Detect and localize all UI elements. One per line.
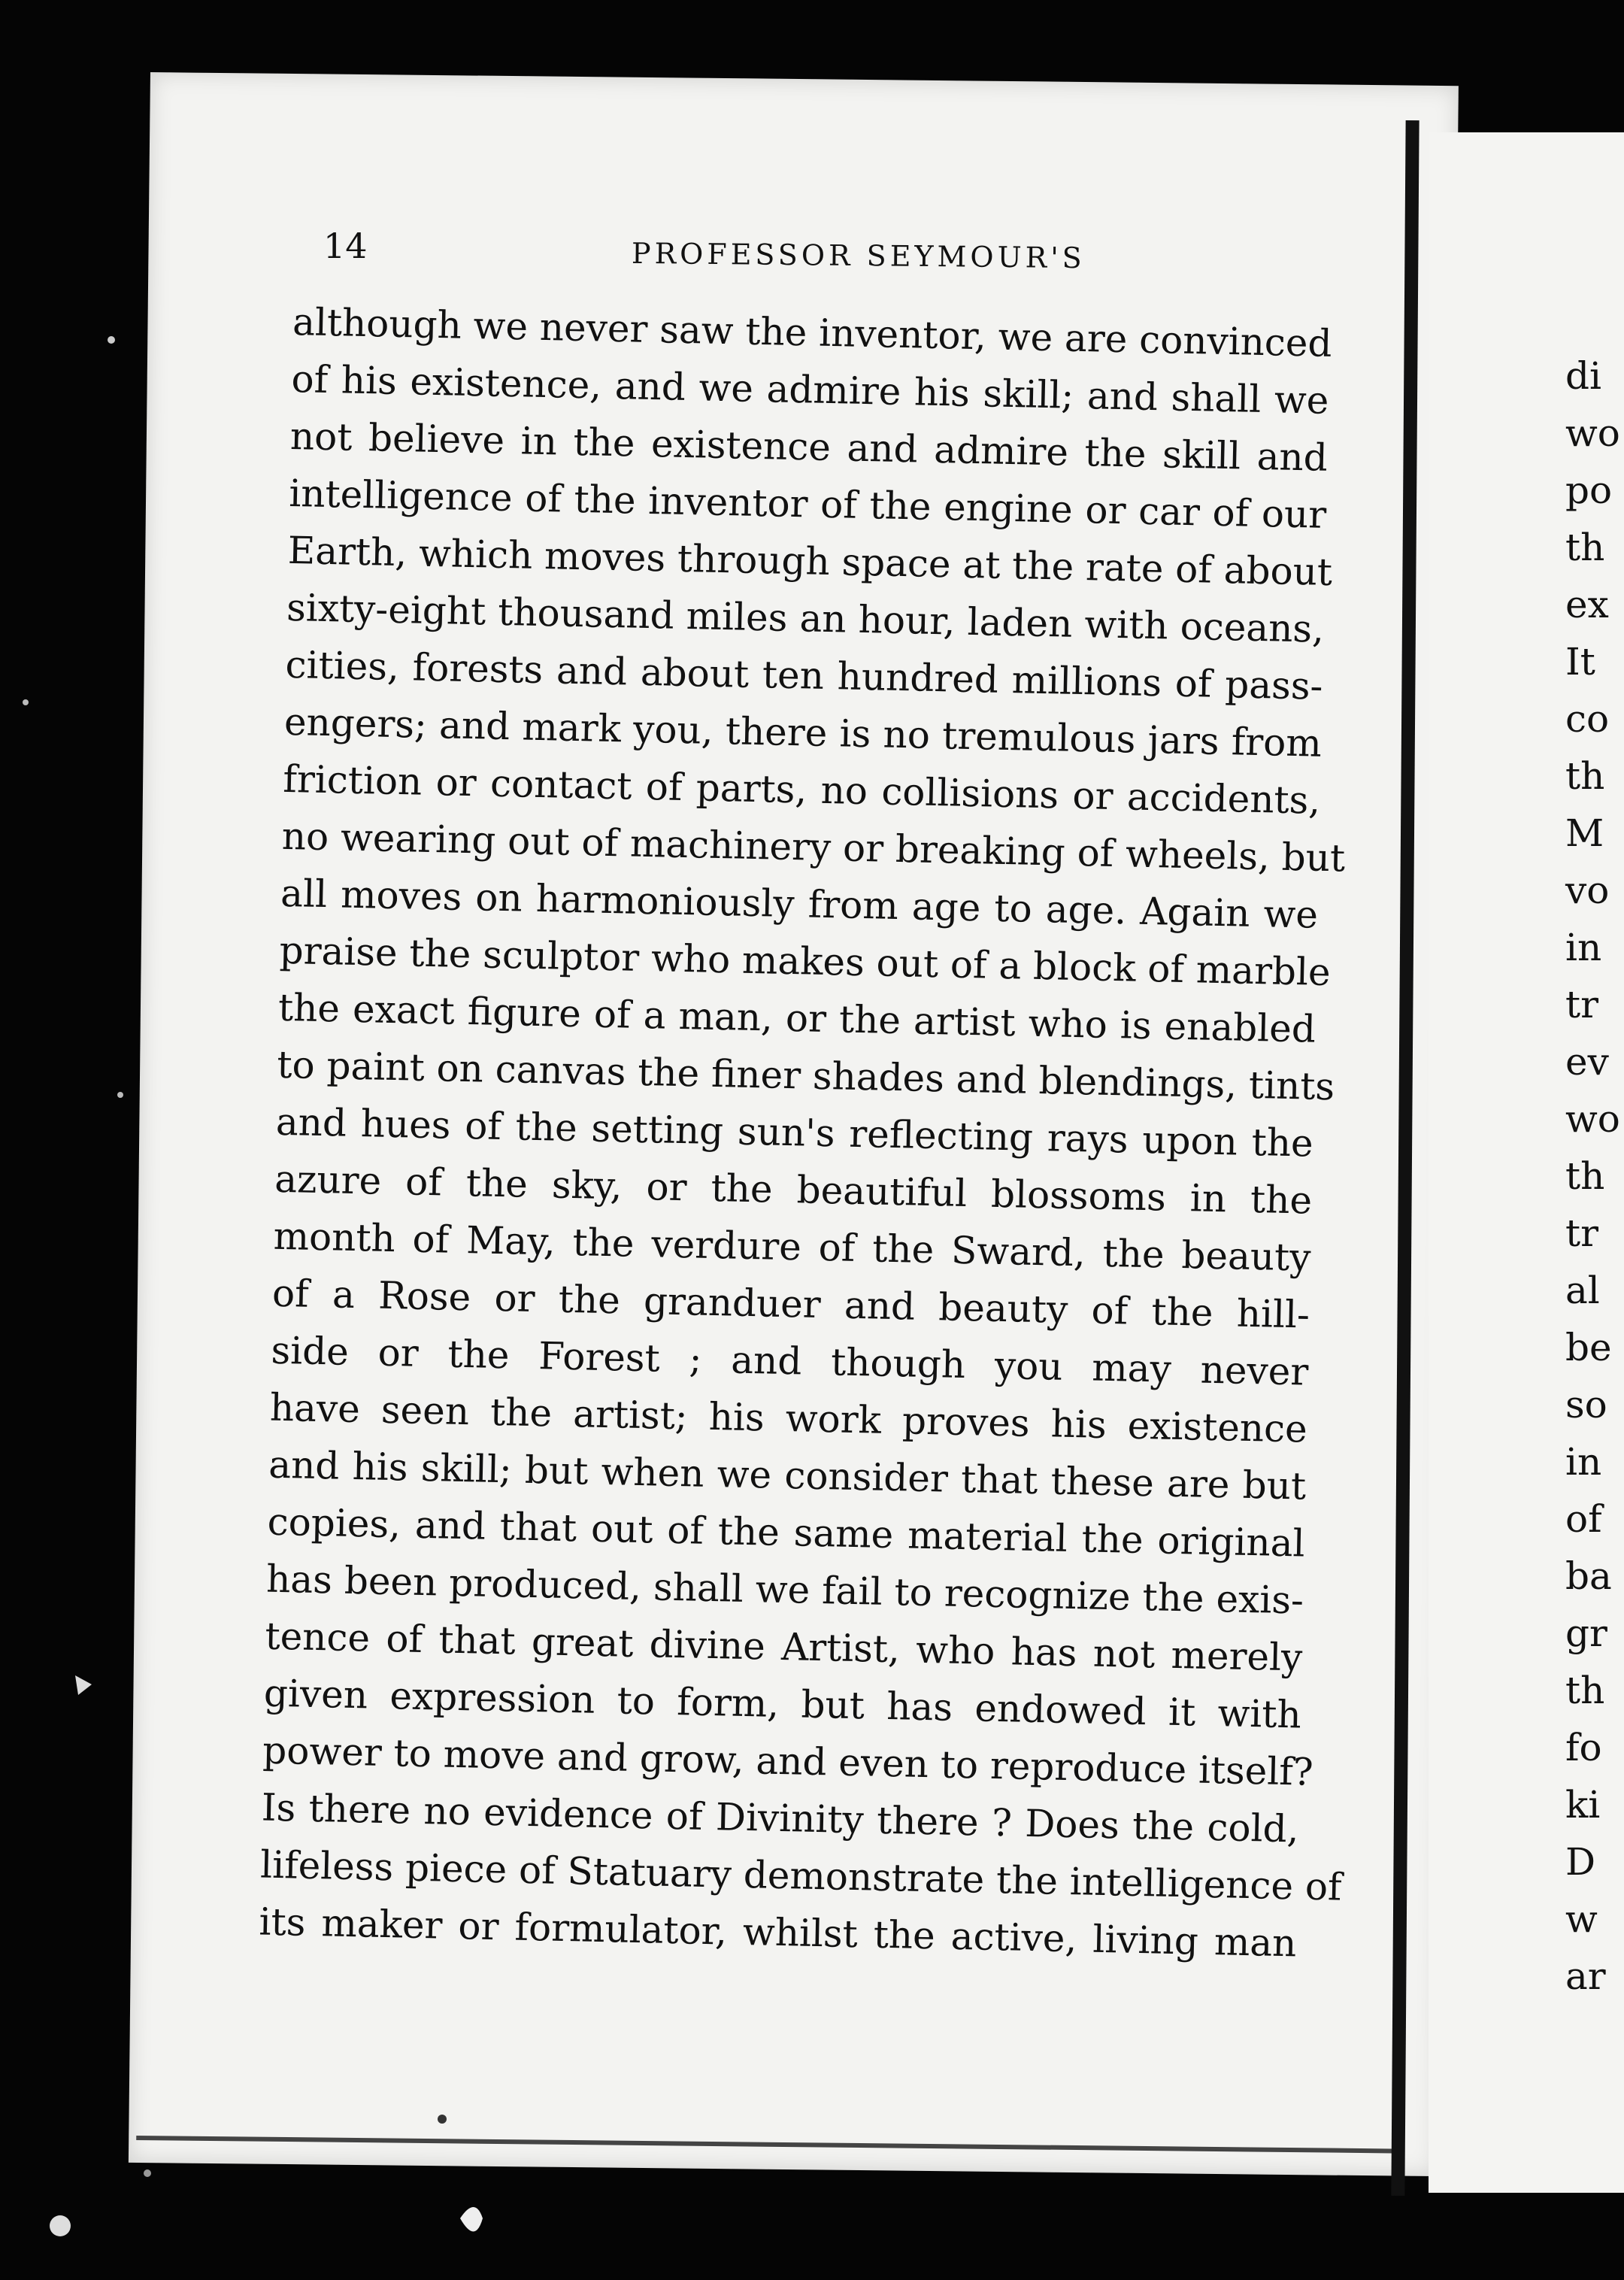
- running-head: PROFESSOR SEYMOUR'S: [631, 236, 1086, 275]
- text-line: its maker or formulator, whilst the active, living man: [259, 1899, 1297, 1966]
- text-line: cities, forests and about ten hundred millions of pass-: [285, 642, 1323, 708]
- text-line: copies, and that out of the same material the original: [267, 1499, 1306, 1566]
- text-line: Is there no evidence of Divinity there ? Does the cold,: [261, 1785, 1300, 1851]
- page-number: 14: [323, 226, 368, 266]
- speck: [460, 2207, 483, 2232]
- text-line: intelligence of the inventor of the engine or car of our: [288, 471, 1327, 537]
- facing-page-fragment: so: [1565, 1383, 1607, 1427]
- text-line: no wearing out of machinery or breaking of wheels, but: [281, 814, 1346, 881]
- facing-page-fragment: ex: [1565, 583, 1609, 626]
- text-line: praise the sculptor who makes out of a block of marble: [279, 928, 1332, 995]
- text-line: given expression to form, but has endowed it with: [263, 1671, 1302, 1737]
- facing-page-fragment: th: [1565, 1669, 1605, 1712]
- facing-page-fragment: tr: [1565, 983, 1598, 1026]
- facing-page-fragment: tr: [1565, 1211, 1598, 1255]
- facing-page-fragment: ki: [1565, 1783, 1601, 1827]
- speck: [117, 1092, 123, 1098]
- text-line: and hues of the setting sun's reflecting rays upon the: [275, 1099, 1314, 1166]
- facing-page-fragment: w: [1565, 1897, 1598, 1941]
- text-line: all moves on harmoniously from age to age. Again we: [280, 871, 1319, 937]
- facing-page-fragment: ev: [1565, 1040, 1609, 1084]
- facing-page-fragment: vo: [1565, 869, 1610, 912]
- text-line: the exact figure of a man, or the artist who is enabled: [277, 985, 1316, 1051]
- facing-page-fragment: ar: [1565, 1954, 1606, 1998]
- facing-page-fragment: al: [1565, 1269, 1600, 1312]
- text-line: engers; and mark you, there is no tremulous jars from: [283, 699, 1323, 766]
- speck: [23, 699, 29, 705]
- facing-page-fragment: It: [1565, 640, 1595, 684]
- facing-page-fragment: di: [1565, 354, 1601, 398]
- text-line: azure of the sky, or the beautiful blossoms in the: [274, 1157, 1313, 1223]
- text-line: and his skill; but when we consider that these are but: [268, 1442, 1307, 1508]
- facing-page-text: [1565, 347, 1620, 2005]
- speck: [144, 2169, 151, 2177]
- text-line: tence of that great divine Artist, who has not merely: [264, 1614, 1303, 1680]
- facing-page-fragment: in: [1565, 1440, 1602, 1484]
- text-line: lifeless piece of Statuary demonstrate the intelligence of: [259, 1842, 1343, 1909]
- facing-page-fragment: th: [1565, 1154, 1605, 1198]
- facing-page-fragment: po: [1565, 468, 1613, 512]
- facing-page-fragment: be: [1565, 1326, 1612, 1369]
- text-line: side or the Forest ; and though you may never: [270, 1328, 1309, 1394]
- text-line: has been produced, shall we fail to recognize the exis-: [265, 1557, 1304, 1623]
- text-line: Earth, which moves through space at the rate of about: [287, 528, 1333, 595]
- speck: [108, 336, 115, 344]
- text-line: of his existence, and we admire his skill; and shall we: [291, 356, 1329, 423]
- body-text: [259, 293, 1346, 1972]
- text-line: of a Rose or the granduer and beauty of the hill-: [271, 1271, 1310, 1337]
- speck: [75, 1675, 92, 1695]
- facing-page-fragment: wo: [1565, 1097, 1620, 1141]
- text-line: not believe in the existence and admire the skill and: [289, 414, 1329, 480]
- facing-page-fragment: in: [1565, 926, 1602, 969]
- text-line: have seen the artist; his work proves his existence: [269, 1385, 1308, 1451]
- text-line: sixty-eight thousand miles an hour, laden with oceans,: [286, 585, 1325, 651]
- text-line: month of May, the verdure of the Sward, the beauty: [273, 1214, 1312, 1280]
- text-line: although we never saw the inventor, we are convinced: [292, 299, 1333, 365]
- facing-page-fragment: D: [1565, 1840, 1596, 1884]
- text-line: to paint on canvas the finer shades and blendings, tints: [276, 1042, 1335, 1109]
- facing-page-fragment: th: [1565, 526, 1605, 569]
- text-line: friction or contact of parts, no collisions or accidents,: [282, 756, 1321, 823]
- facing-page-fragment: gr: [1565, 1611, 1607, 1655]
- facing-page-fragment: of: [1565, 1497, 1602, 1541]
- facing-page-fragment: M: [1565, 811, 1604, 855]
- page-bottom-edge: [136, 2136, 1392, 2153]
- facing-page-fragment: co: [1565, 697, 1610, 741]
- facing-page-fragment: th: [1565, 754, 1605, 798]
- speck: [50, 2215, 71, 2236]
- text-line: power to move and grow, and even to reproduce itself?: [262, 1728, 1314, 1794]
- facing-page-fragment: ba: [1565, 1554, 1612, 1598]
- facing-page-fragment: fo: [1565, 1726, 1602, 1769]
- facing-page-fragment: wo: [1565, 411, 1620, 455]
